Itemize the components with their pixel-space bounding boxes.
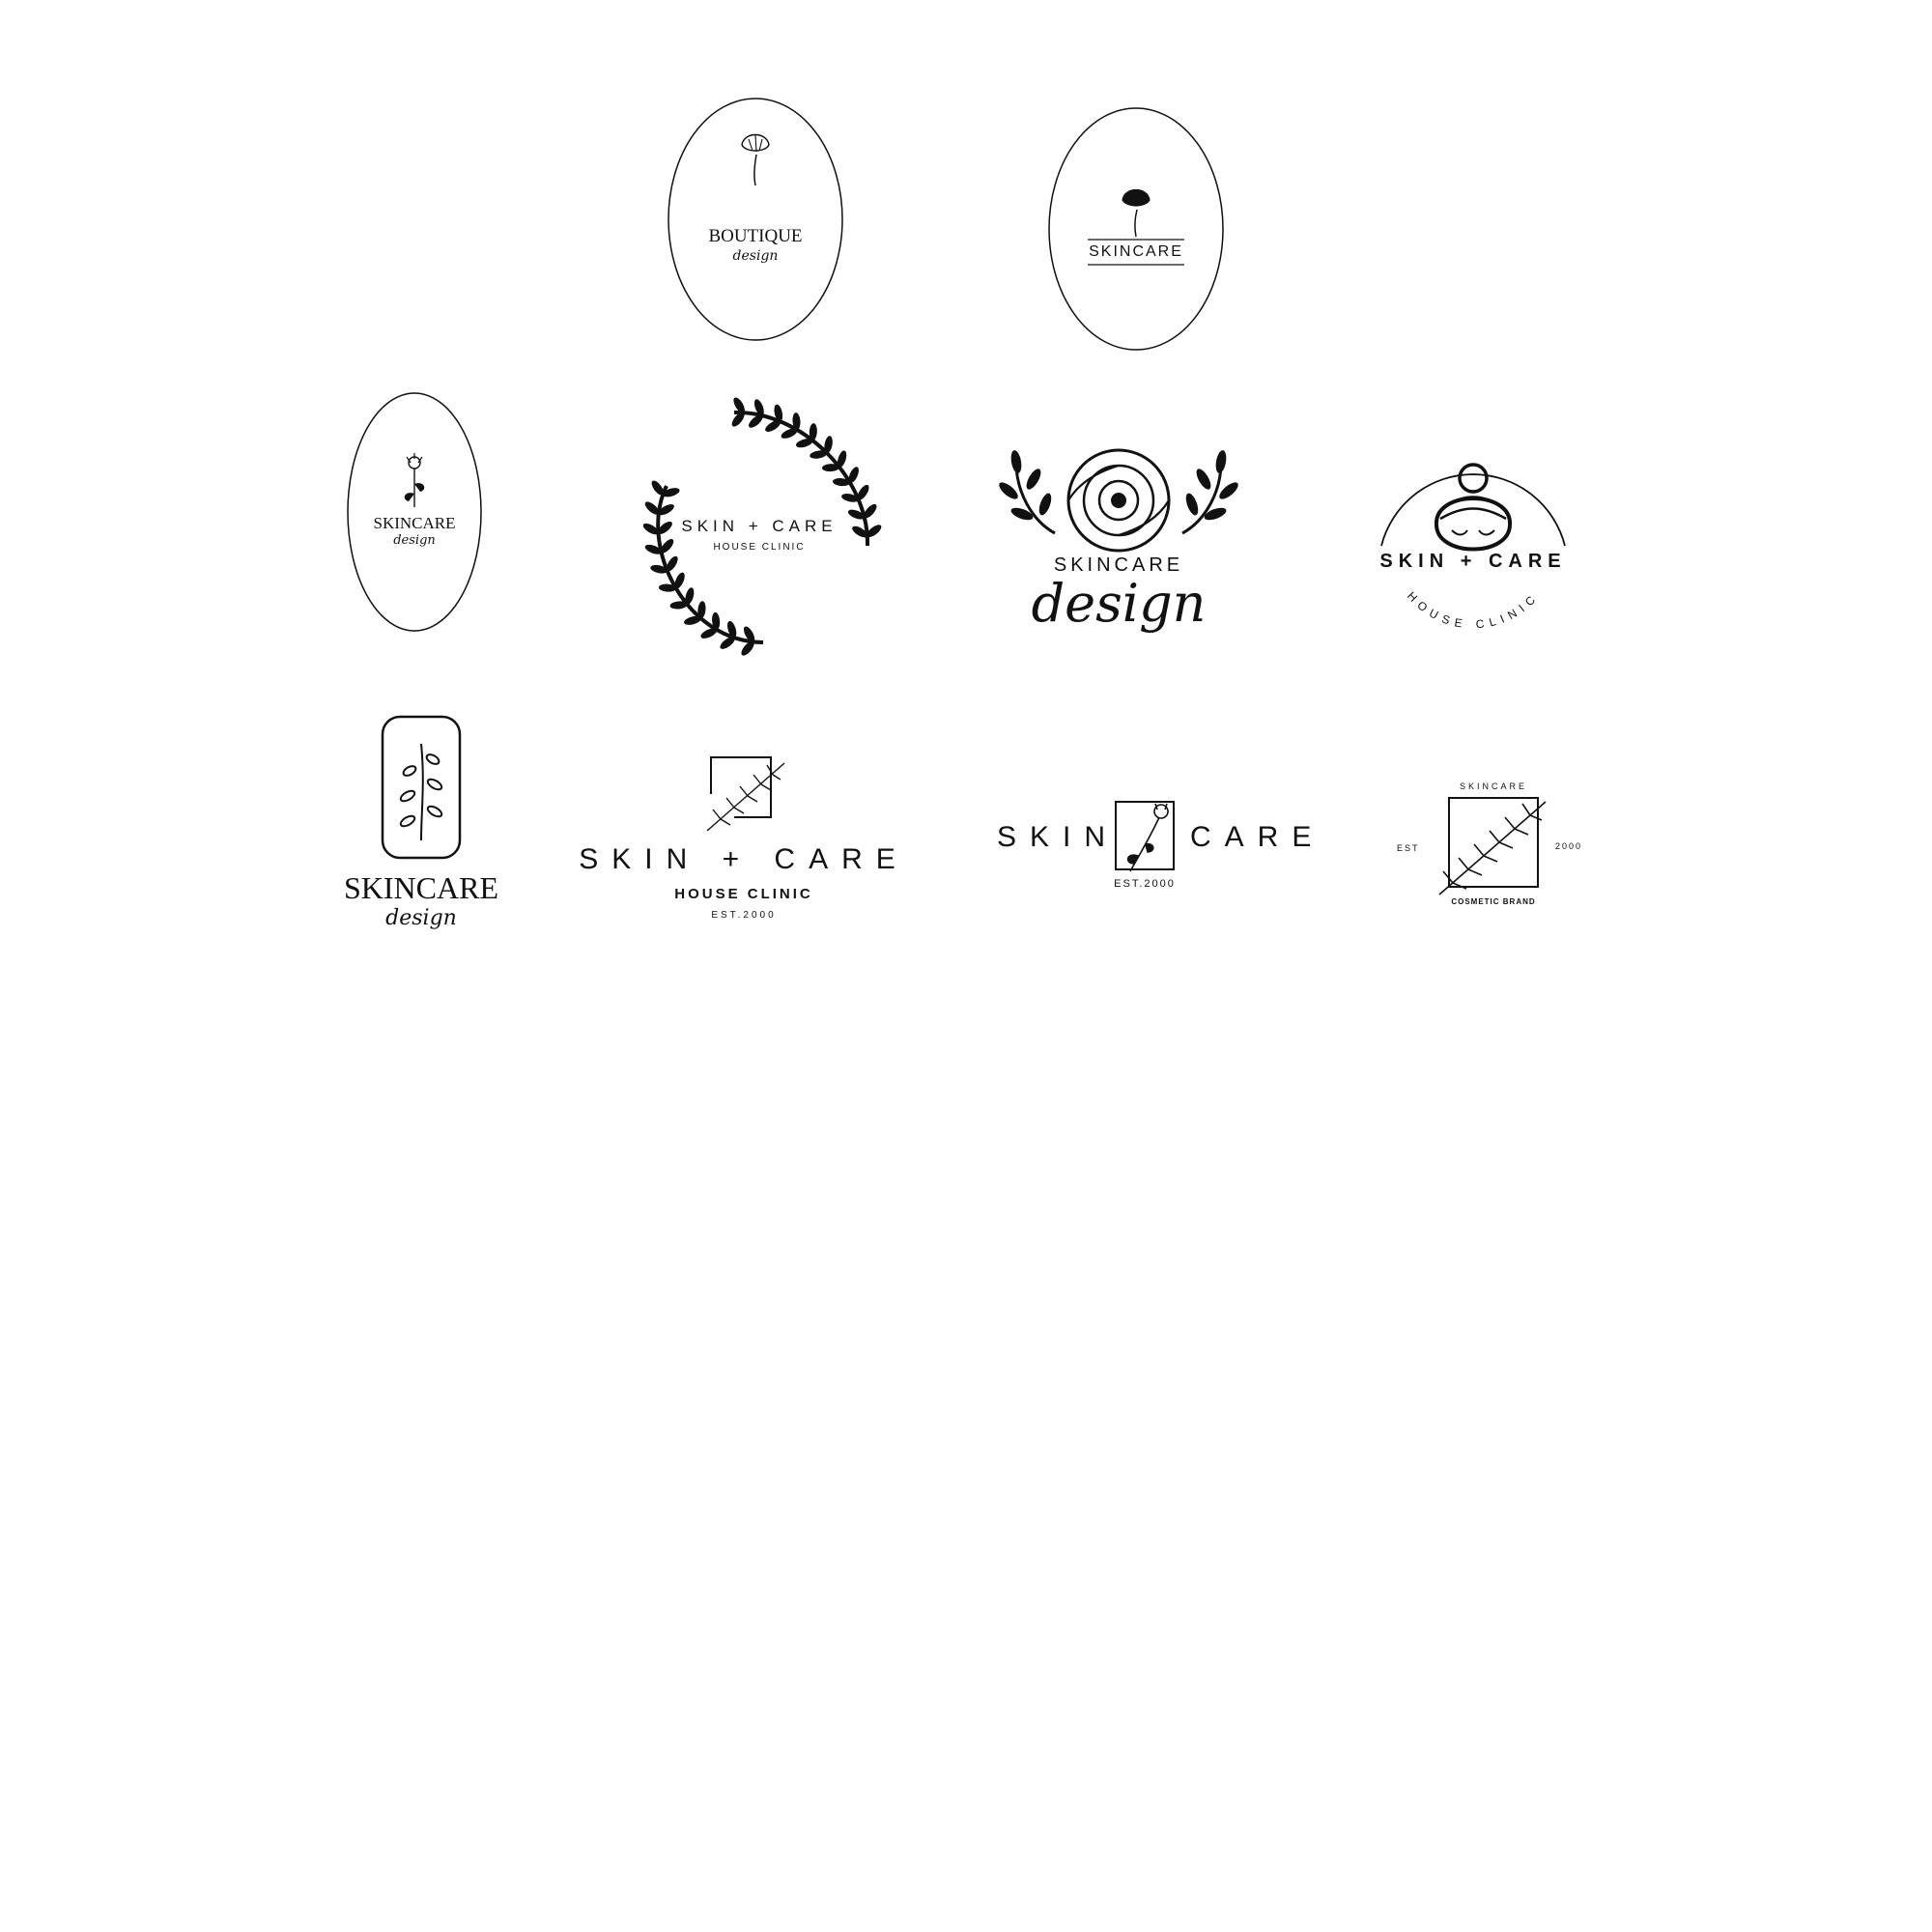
svg-text:HOUSE CLINIC — [1405, 589, 1542, 632]
circle-arc-top — [1381, 474, 1565, 546]
logo-est-left: EST — [1397, 843, 1420, 853]
rose-icon — [1068, 450, 1169, 551]
poppy-icon — [742, 135, 769, 186]
logo-rose-laurel — [995, 444, 1236, 638]
fern-icon — [707, 763, 784, 831]
logo-script: design — [732, 248, 779, 264]
logo-laurel-wreath — [628, 401, 879, 652]
logo-subtitle: HOUSE CLINIC — [1404, 588, 1543, 632]
logo-boutique-oval — [667, 97, 844, 342]
logo-bottom: COSMETIC BRAND — [1451, 897, 1536, 906]
logo-square-fern — [580, 753, 908, 927]
logo-title: SKINCARE — [343, 870, 499, 905]
face-circle-art — [1362, 440, 1584, 652]
logo-title: SKINCARE — [1089, 243, 1183, 260]
logo-subtitle: HOUSE CLINIC — [713, 542, 806, 553]
logo-right-word: CARE — [1190, 821, 1325, 853]
logo-left-word: SKIN — [997, 821, 1120, 853]
laurel-left-icon — [997, 449, 1055, 533]
oval-frame — [667, 97, 844, 342]
branch-icon — [399, 744, 443, 840]
logo-est: EST.2000 — [1114, 878, 1176, 890]
logo-face-circle — [1362, 440, 1584, 652]
logo-script: design — [385, 906, 457, 930]
logo-title: SKIN + CARE — [579, 843, 909, 875]
logo-skincare-small-oval — [346, 391, 483, 633]
logo-title: SKINCARE — [373, 514, 456, 532]
logo-skincare-oval — [1047, 106, 1225, 352]
logo-branch-frame — [328, 715, 522, 947]
logo-cosmetic-square — [1391, 773, 1613, 927]
logo-est: EST.2000 — [711, 910, 777, 921]
logo-title: SKIN + CARE — [681, 517, 838, 535]
logo-top: SKINCARE — [1459, 781, 1528, 791]
logo-title: SKINCARE — [1053, 554, 1184, 576]
logo-est-right: 2000 — [1555, 841, 1583, 851]
poppy-icon — [1122, 190, 1150, 238]
logo-script: design — [393, 533, 436, 548]
flower-icon — [405, 453, 425, 507]
oval-frame — [1047, 106, 1225, 352]
logo-subtitle: HOUSE CLINIC — [674, 886, 813, 902]
logo-flower-square — [985, 792, 1325, 908]
logo-title: SKIN + CARE — [1376, 552, 1570, 571]
laurel-right-icon — [1182, 449, 1240, 533]
logo-title: BOUTIQUE — [708, 226, 803, 246]
fern-icon — [1439, 802, 1546, 895]
oval-frame — [346, 391, 483, 633]
logo-script: design — [1031, 573, 1207, 634]
